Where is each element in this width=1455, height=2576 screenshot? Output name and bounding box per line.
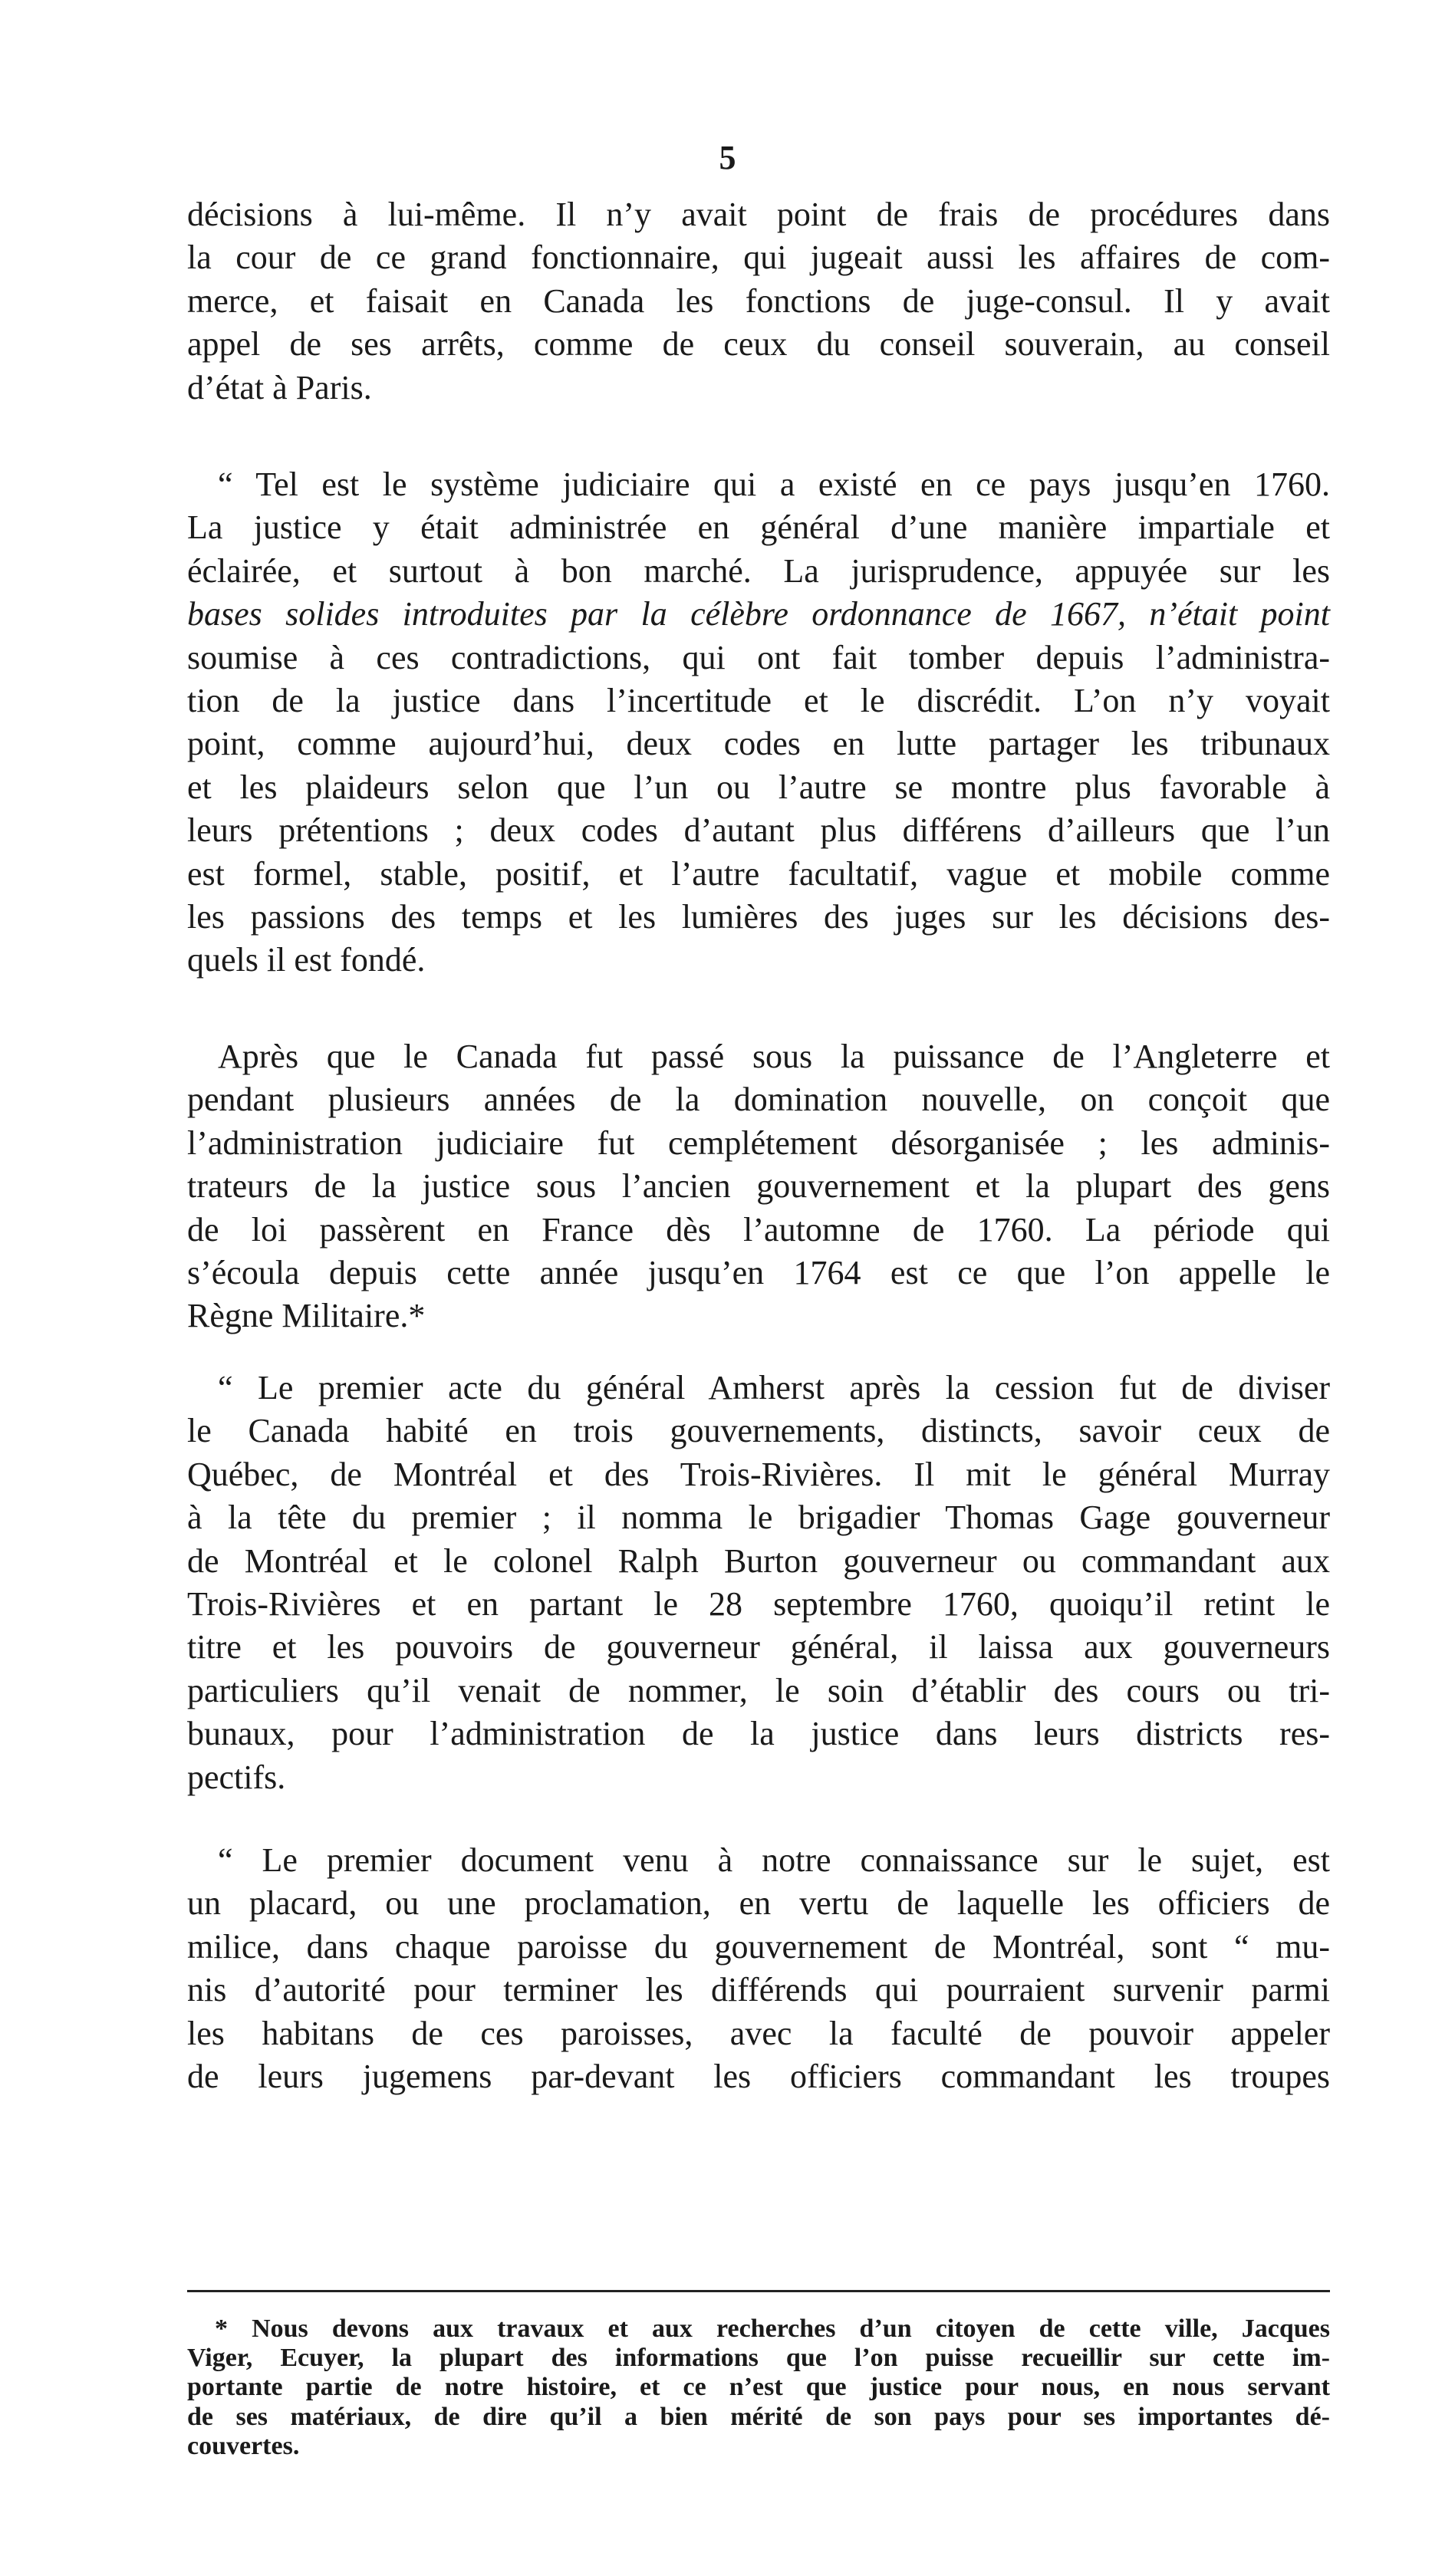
text-line: Après que le Canada fut passé sous la puissance de l’Angleterre et bbox=[218, 1038, 1330, 1075]
text-line: Règne Militaire.* bbox=[187, 1297, 426, 1335]
text-line: pectifs. bbox=[187, 1758, 286, 1796]
page-number: 5 bbox=[719, 139, 736, 176]
text-line: la cour de ce grand fonctionnaire, qui jugeait aussi les affaires de com- bbox=[187, 239, 1330, 277]
text-line: milice, dans chaque paroisse du gouvernement de Montréal, sont “ mu- bbox=[187, 1927, 1330, 1966]
footnote bbox=[187, 2314, 1330, 2461]
text-line: un placard, ou une proclamation, en vertu de laquelle les officiers de bbox=[187, 1884, 1330, 1923]
text-line: bases solides introduites par la célèbre ordonnance de 1667, n’était point bbox=[187, 595, 1330, 633]
footnote-line: * Nous devons aux travaux et aux recherches d’un citoyen de cette ville, Jacques bbox=[215, 2314, 1330, 2343]
text-line: merce, et faisait en Canada les fonctions de juge-consul. Il y avait bbox=[187, 281, 1330, 320]
footnote-line: couvertes. bbox=[187, 2431, 300, 2460]
paragraph-3 bbox=[187, 1035, 1330, 1338]
paragraph-2 bbox=[187, 463, 1330, 982]
text-line: Québec, de Montréal et des Trois-Rivières. Il mit le général Murray bbox=[187, 1455, 1330, 1493]
text-line: particuliers qu’il venait de nommer, le soin d’établir des cours ou tri- bbox=[187, 1671, 1330, 1709]
text-line: Trois-Rivières et en partant le 28 septembre 1760, quoiqu’il retint le bbox=[187, 1585, 1330, 1624]
footnote-line: de ses matériaux, de dire qu’il a bien mérité de son pays pour ses importantes dé- bbox=[187, 2402, 1330, 2431]
text-line: “ Le premier document venu à notre connaissance sur le sujet, est bbox=[218, 1841, 1330, 1879]
text-line: de Montréal et le colonel Ralph Burton gouverneur ou commandant aux bbox=[187, 1541, 1330, 1580]
text-line: soumise à ces contradictions, qui ont fait tomber depuis l’administra- bbox=[187, 638, 1330, 676]
text-line: “ Le premier acte du général Amherst après la cession fut de diviser bbox=[218, 1369, 1330, 1406]
text-line: point, comme aujourd’hui, deux codes en lutte partager les tribunaux bbox=[187, 725, 1330, 763]
footnote-line: portante partie de notre histoire, et ce n’est que justice pour nous, en nous servant bbox=[187, 2373, 1330, 2402]
text-line: pendant plusieurs années de la domination nouvelle, on conçoit que bbox=[187, 1081, 1330, 1119]
paragraph-1 bbox=[187, 193, 1330, 410]
text-line: d’état à Paris. bbox=[187, 368, 372, 406]
text-line: “ Tel est le système judiciaire qui a existé en ce pays jusqu’en 1760. bbox=[218, 466, 1330, 503]
text-line: décisions à lui-même. Il n’y avait point de frais de procédures dans bbox=[187, 196, 1330, 233]
paragraph-5 bbox=[187, 1839, 1330, 2098]
text-line: l’administration judiciaire fut cemplétement désorganisée ; les adminis- bbox=[187, 1124, 1330, 1162]
text-line: nis d’autorité pour terminer les différends qui pourraient survenir parmi bbox=[187, 1971, 1330, 2009]
text-line: de loi passèrent en France dès l’automne de 1760. La période qui bbox=[187, 1210, 1330, 1249]
text-line: éclairée, et surtout à bon marché. La jurisprudence, appuyée sur les bbox=[187, 551, 1330, 590]
text-line: titre et les pouvoirs de gouverneur général, il laissa aux gouverneurs bbox=[187, 1628, 1330, 1666]
text-line: les passions des temps et les lumières des juges sur les décisions des- bbox=[187, 898, 1330, 936]
text-line: tion de la justice dans l’incertitude et le discrédit. L’on n’y voyait bbox=[187, 682, 1330, 720]
text-line: à la tête du premier ; il nomma le brigadier Thomas Gage gouverneur bbox=[187, 1499, 1330, 1537]
text-line: appel de ses arrêts, comme de ceux du conseil souverain, au conseil bbox=[187, 325, 1330, 364]
footnote-line: Viger, Ecuyer, la plupart des informations que l’on puisse recueillir sur cette im- bbox=[187, 2344, 1330, 2373]
text-line: bunaux, pour l’administration de la justice dans leurs districts res- bbox=[187, 1715, 1330, 1753]
text-line: et les plaideurs selon que l’un ou l’autre se montre plus favorable à bbox=[187, 768, 1330, 806]
paragraph-4 bbox=[187, 1367, 1330, 1799]
text-line: les habitans de ces paroisses, avec la faculté de pouvoir appeler bbox=[187, 2014, 1330, 2052]
text-line: le Canada habité en trois gouvernements, distincts, savoir ceux de bbox=[187, 1412, 1330, 1450]
text-line: quels il est fondé. bbox=[187, 941, 426, 979]
text-line: trateurs de la justice sous l’ancien gouvernement et la plupart des gens bbox=[187, 1167, 1330, 1206]
text-line: s’écoula depuis cette année jusqu’en 1764 est ce que l’on appelle le bbox=[187, 1254, 1330, 1292]
text-line: de leurs jugemens par-devant les officiers commandant les troupes bbox=[187, 2058, 1330, 2096]
text-line: leurs prétentions ; deux codes d’autant plus différens d’ailleurs que l’un bbox=[187, 811, 1330, 850]
footnote-rule bbox=[187, 2290, 1330, 2292]
text-line: La justice y était administrée en général d’une manière impartiale et bbox=[187, 508, 1330, 547]
text-line: est formel, stable, positif, et l’autre facultatif, vague et mobile comme bbox=[187, 854, 1330, 893]
